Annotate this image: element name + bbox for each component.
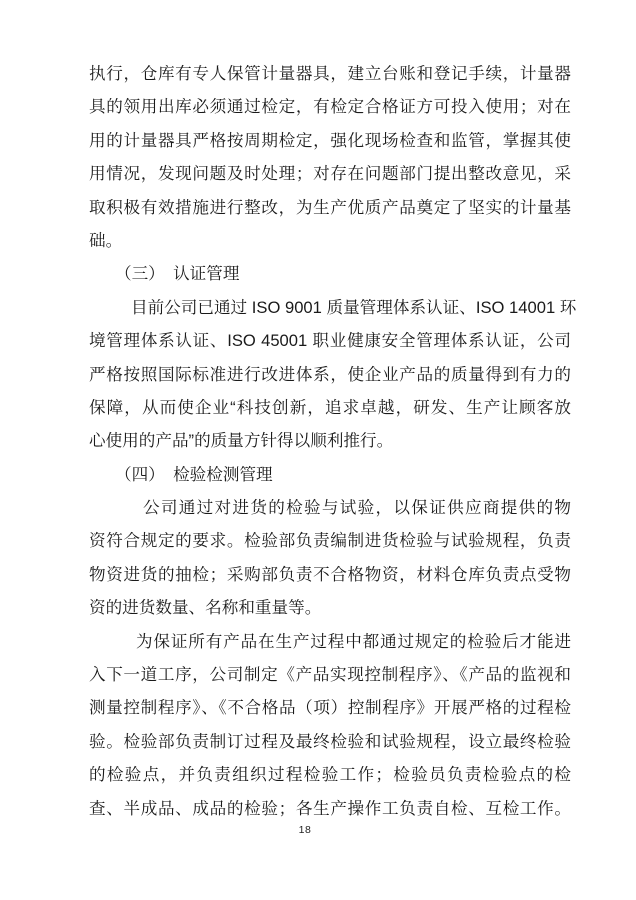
section-heading: （四） 检验检测管理	[115, 464, 273, 484]
page-number: 18	[298, 824, 312, 836]
text-line: 为保证所有产品在生产过程中都通过规定的检验后才能进	[136, 631, 571, 651]
text-line: 公司通过对进货的检验与试验，以保证供应商提供的物	[143, 498, 571, 518]
text-line: 础。	[89, 230, 123, 250]
text-line: 执行，仓库有专人保管计量器具，建立台账和登记手续，计量器	[89, 64, 571, 83]
text-line: 用情况，发现问题及时处理；对存在问题部门提出整改意见，采	[89, 164, 571, 184]
document-text-block	[89, 57, 577, 825]
text-line: 资的进货数量、名称和重量等。	[89, 598, 322, 618]
text-line: 验。检验部负责制订过程及最终检验和试验规程，设立最终检验	[89, 731, 571, 751]
section-heading: （三） 认证管理	[115, 264, 240, 284]
text-line: 测量控制程序》、《不合格品（项）控制程序》开展严格的过程检	[89, 698, 571, 718]
text-line: 物资进货的抽检；采购部负责不合格物资，材料仓库负责点受物	[89, 564, 571, 584]
text-line: 入下一道工序，公司制定《产品实现控制程序》、《产品的监视和	[89, 665, 571, 685]
text-line: 境管理体系认证、ISO 45001 职业健康安全管理体系认证，公司	[89, 331, 571, 351]
text-line: 取积极有效措施进行整改，为生产优质产品奠定了坚实的计量基	[89, 197, 571, 217]
text-line: 心使用的产品”的质量方针得以顺利推行。	[89, 431, 394, 451]
text-line: 的检验点，并负责组织过程检验工作；检验员负责检验点的检	[89, 765, 571, 785]
text-line: 具的领用出库必须通过检定，有检定合格证方可投入使用；对在	[89, 97, 571, 117]
text-line: 保障，从而使企业“科技创新，追求卓越，研发、生产让顾客放	[89, 397, 571, 417]
text-line: 用的计量器具严格按周期检定，强化现场检查和监管，掌握其使	[89, 130, 571, 150]
text-line: 严格按照国际标准进行改进体系，使企业产品的质量得到有力的	[89, 364, 571, 384]
text-line: 目前公司已通过 ISO 9001 质量管理体系认证、ISO 14001 环	[131, 297, 577, 317]
text-line: 查、半成品、成品的检验；各生产操作工负责自检、互检工作。	[89, 798, 571, 818]
text-line: 资符合规定的要求。检验部负责编制进货检验与试验规程，负责	[89, 531, 571, 551]
